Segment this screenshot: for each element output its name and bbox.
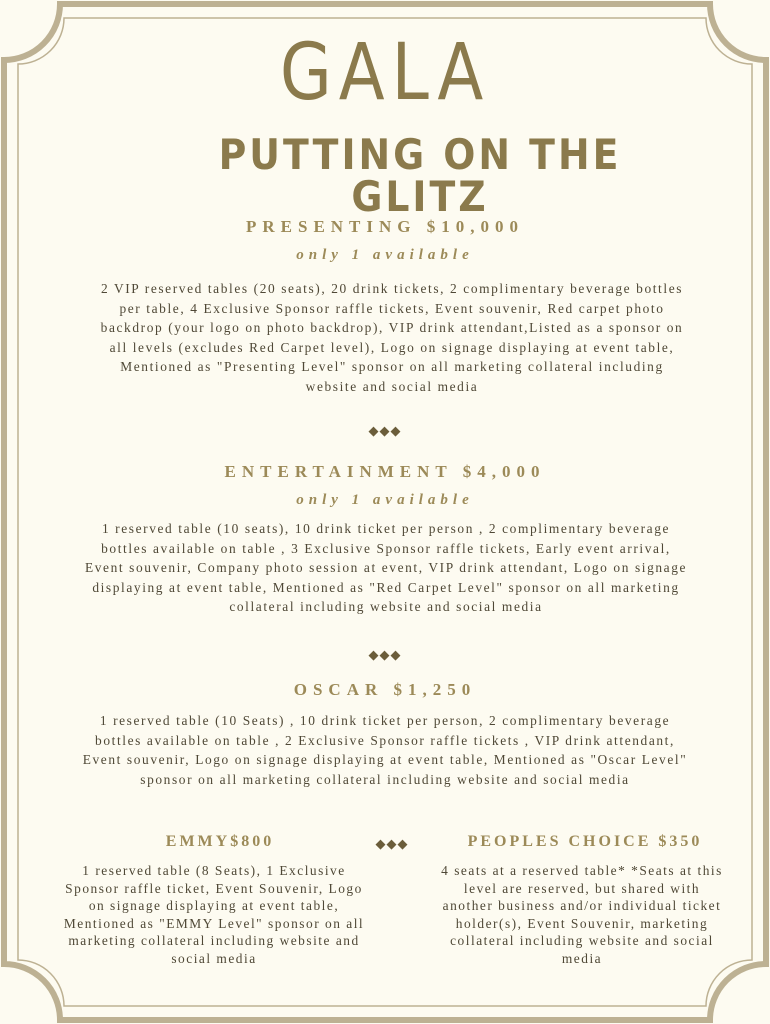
page-subtitle: PUTTING ON THE GLITZ: [218, 130, 622, 221]
diamond-divider: ◆◆◆: [368, 423, 402, 438]
page-title: GALA: [279, 28, 491, 118]
tier-description-presenting: 2 VIP reserved tables (20 seats), 20 drink tickets, 2 complimentary beverage bottles per table, 4 Exclusive Sponsor raffle tickets, Event souvenir, Red carpet photo backdrop (your logo on photo backdrop), VIP drink attendant,Listed as a sponsor on all levels (excludes Red Carpet level), Logo on signage displaying at event table, Mentioned as "Presenting Level" sponsor on all marketing collateral including website and social media: [100, 281, 684, 394]
tier-availability-presenting: only 1 available: [296, 247, 474, 263]
tier-heading-emmy: EMMY$800: [165, 833, 275, 850]
tier-description-emmy: 1 reserved table (8 Seats), 1 Exclusive Sponsor raffle ticket, Event Souvenir, Logo on signage displaying at event table, Mentioned as "EMMY Level" sponsor on all marketing collateral including website and social media: [63, 863, 365, 966]
tier-heading-oscar: OSCAR $1,250: [293, 680, 477, 699]
tier-description-entertainment: 1 reserved table (10 seats), 10 drink ticket per person , 2 complimentary beverage bottles available on table , 3 Exclusive Sponsor raffle tickets, Early event arrival, Event souvenir, Company photo session at event, VIP drink attendant, Logo on signage displaying at event table, Mentioned as "Red Carpet Level" sponsor on all marketing collateral including website and social media: [84, 521, 688, 614]
tier-heading-presenting: PRESENTING $10,000: [245, 217, 525, 236]
tier-heading-entertainment: ENTERTAINMENT $4,000: [224, 462, 546, 481]
diamond-divider: ◆◆◆: [368, 647, 402, 662]
tier-description-peoples-choice: 4 seats at a reserved table* *Seats at this level are reserved, but shared with another business and/or individual ticket holder(s), Event Souvenir, marketing collateral including website and social media: [441, 863, 723, 966]
diamond-divider: ◆◆◆: [375, 836, 409, 851]
tier-heading-peoples-choice: PEOPLES CHOICE $350: [467, 833, 703, 850]
tier-availability-entertainment: only 1 available: [296, 492, 474, 508]
tier-description-oscar: 1 reserved table (10 Seats) , 10 drink ticket per person, 2 complimentary beverage bottles available on table , 2 Exclusive Sponsor raffle tickets , VIP drink attendant, Event souvenir, Logo on signage displaying at event table, Mentioned as "Oscar Level" sponsor on all marketing collateral including website and social media: [82, 713, 688, 787]
